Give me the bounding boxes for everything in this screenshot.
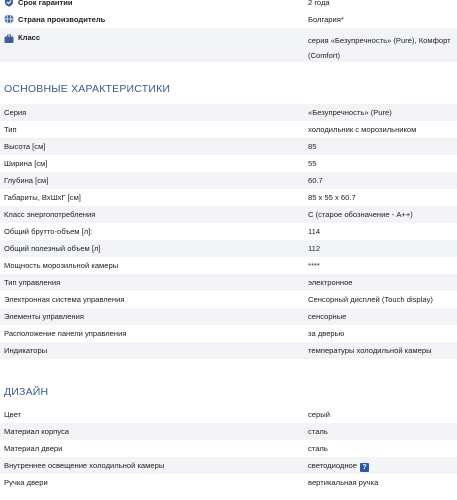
spec-row — [0, 474, 457, 491]
spec-label: Габариты, ВхШхГ [см] — [4, 193, 81, 202]
spec-label: Материал корпуса — [4, 427, 70, 436]
spec-row — [0, 240, 457, 257]
spec-value-text: температуры холодильной камеры — [308, 346, 432, 355]
spec-value-text: **** — [308, 261, 320, 270]
spec-row — [0, 223, 457, 240]
spec-value — [308, 410, 330, 419]
spec-value — [308, 176, 323, 185]
spec-value — [308, 142, 316, 151]
spec-row — [0, 172, 457, 189]
shield-check-icon — [4, 0, 14, 7]
spec-value-text: сталь — [308, 444, 328, 453]
spec-value-text: за дверью — [308, 329, 345, 338]
spec-row — [0, 189, 457, 206]
spec-label: Тип — [4, 125, 17, 134]
spec-value — [308, 444, 328, 453]
spec-row — [0, 406, 457, 423]
spec-value-text: 55 — [308, 159, 317, 168]
warranty-label: Срок гарантии — [18, 0, 73, 7]
spec-row — [0, 155, 457, 172]
main-section-title: ОСНОВНЫЕ ХАРАКТЕРИСТИКИ — [4, 83, 171, 95]
help-icon[interactable]: ? — [360, 463, 369, 472]
spec-value-text: 114 — [308, 227, 321, 236]
spec-label: Мощность морозильной камеры — [4, 261, 119, 270]
spec-value — [308, 427, 328, 436]
spec-label: Внутреннее освещение холодильной камеры — [4, 461, 165, 470]
spec-label: Серия — [4, 108, 27, 117]
spec-value — [308, 108, 392, 117]
spec-value — [308, 329, 344, 338]
spec-label: Тип управления — [4, 278, 61, 287]
spec-value — [308, 125, 416, 134]
spec-label: Общий полезный объем [л] — [4, 244, 101, 253]
spec-label: Общий брутто-объем [л]: — [4, 227, 93, 236]
spec-label: Ручка двери — [4, 478, 48, 487]
country-row — [0, 11, 457, 29]
spec-value-text: С (старое обозначение - А++) — [308, 210, 413, 219]
spec-label: Элементы управления — [4, 312, 84, 321]
spec-label: Ширина [см] — [4, 159, 48, 168]
spec-value-text: 85 — [308, 142, 317, 151]
spec-value — [308, 261, 320, 270]
spec-label: Высота [см] — [4, 142, 46, 151]
spec-value-text: серый — [308, 410, 330, 419]
spec-row — [0, 457, 457, 474]
briefcase-icon — [4, 34, 14, 44]
spec-value-text: холодильник с морозильником — [308, 125, 417, 134]
spec-label: Глубина [см] — [4, 176, 49, 185]
spec-value-text: сталь — [308, 427, 328, 436]
spec-label: Электронная система управления — [4, 295, 125, 304]
spec-row — [0, 138, 457, 155]
spec-label: Расположение панели управления — [4, 329, 127, 338]
spec-value-text: 112 — [308, 244, 321, 253]
spec-value — [308, 278, 353, 287]
spec-value — [308, 210, 413, 219]
spec-label: Индикаторы — [4, 346, 48, 355]
spec-row — [0, 257, 457, 274]
spec-value — [308, 312, 346, 321]
klass-row — [0, 28, 457, 62]
spec-row — [0, 104, 457, 121]
spec-value — [308, 346, 432, 355]
spec-row — [0, 342, 457, 359]
design-section-title: ДИЗАЙН — [4, 386, 49, 398]
spec-label: Класс энергопотребления — [4, 210, 96, 219]
globe-icon — [4, 14, 14, 24]
spec-value — [308, 244, 320, 253]
spec-value — [308, 461, 369, 472]
spec-row — [0, 423, 457, 440]
spec-value-text: Сенсорный дисплей (Touch display) — [308, 295, 433, 304]
spec-value-text: электронное — [308, 278, 353, 287]
klass-value: серия «Безупречность» (Pure), Комфорт (Comfort) — [308, 36, 451, 60]
spec-row — [0, 274, 457, 291]
country-label: Страна производитель — [18, 15, 106, 24]
spec-row — [0, 206, 457, 223]
spec-value — [308, 193, 356, 202]
spec-value-text: вертикальная ручка — [308, 478, 379, 487]
spec-value-text: сенсорные — [308, 312, 347, 321]
country-value: Болгария* — [308, 15, 344, 24]
spec-row — [0, 440, 457, 457]
spec-value — [308, 478, 378, 487]
spec-value — [308, 295, 433, 304]
spec-row — [0, 121, 457, 138]
spec-label: Цвет — [4, 410, 22, 419]
spec-label: Материал двери — [4, 444, 63, 453]
spec-value — [308, 159, 316, 168]
spec-value-text: светодиодное — [308, 461, 357, 470]
spec-row — [0, 291, 457, 308]
spec-value-text: 85 x 55 x 60.7 — [308, 193, 356, 202]
spec-row — [0, 325, 457, 342]
warranty-value: 2 года — [308, 0, 330, 7]
klass-label: Класс — [18, 33, 41, 42]
spec-value-text: «Безупречность» (Pure) — [308, 108, 392, 117]
spec-row — [0, 308, 457, 325]
spec-value — [308, 227, 320, 236]
spec-value-text: 60.7 — [308, 176, 323, 185]
